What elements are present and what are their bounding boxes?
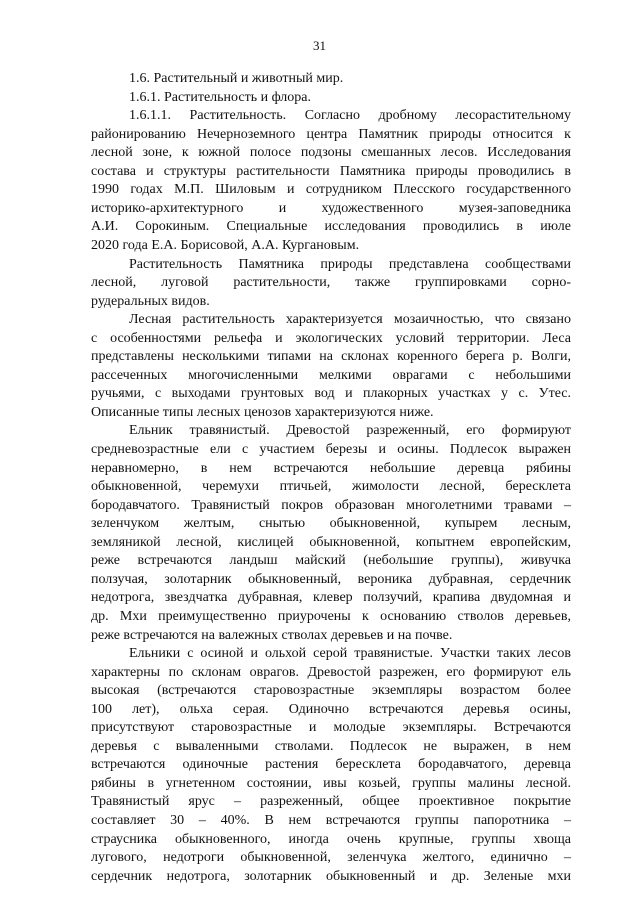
text-line: Ельники с осиной и ольхой серой травянистые. Участки таких лесов [129,646,571,662]
text-line: деревья с вываленными стволами. Подлесок не выражен, в нем [91,738,571,754]
text-line: 1.6. Растительный и животный мир. [129,71,344,86]
text-line: представлены несколькими типами на склонах коренного берега р. Волги, [91,349,571,365]
text-line: с особенностями рельефа и экологических условий территории. Леса [91,330,571,346]
text-line: высокая (встречаются старовозрастные экземпляры возрастом более [91,683,571,699]
text-line: Ельник травянистый. Древостой разреженный, его формируют [129,423,571,439]
text-line: сердечник недотрога, золотарник обыкновенный и др. Зеленые мхи [91,868,571,884]
text-line: Растительность Памятника природы представлена сообществами [129,256,571,272]
text-line: лугового, недотроги обыкновенной, зеленчука желтого, единично – [91,850,571,866]
text-line: 2020 года Е.А. Борисовой, А.А. Кургановым. [91,237,360,253]
text-line: 1.6.1. Растительность и флора. [129,89,311,105]
text-line: неравномерно, в нем встречаются небольшие деревца рябины [91,460,571,476]
text-line: страусника обыкновенного, иногда очень крупные, группы хвоща [91,831,571,847]
text-line: средневозрастные ели с участием березы и осины. Подлесок выражен [91,442,571,457]
text-line: встречаются одиночные растения бересклета бородавчатого, деревца [91,757,571,773]
text-line: ручьями, с выходами грунтовых вод и плакорных участках у с. Утес. [91,386,571,402]
text-line: 1.6.1.1. Растительность. Согласно дробному лесорастительному [129,108,571,124]
text-line: рябины в угнетенном состоянии, ивы козьей, группы малины лесной. [91,775,571,791]
text-line: Описанные типы лесных ценозов характеризуются ниже. [91,404,434,420]
text-line: районированию Нечерноземного центра Памятник природы относится к [91,126,571,142]
text-line: реже встречаются ландыш майский (небольшие группы), живучка [91,553,571,569]
text-line: земляникой лесной, кислицей обыкновенной, копытнем европейским, [91,534,571,550]
text-line: зеленчуком желтым, снытью обыкновенной, купырем лесным, [91,516,571,532]
text-line: состава и структуры растительности Памятника природы проводились в [91,163,571,179]
text-line: присутствуют старовозрастные и молодые экземпляры. Встречаются [91,720,571,736]
text-line: лесной, луговой растительности, также группировками сорно- [91,275,571,291]
text-line: обыкновенной, черемухи птичьей, жимолости лесной, бересклета [91,479,571,495]
text-line: 1990 годах М.П. Шиловым и сотрудником Плесского государственного [91,182,571,198]
text-line: Травянистый ярус – разреженный, общее проективное покрытие [91,794,571,810]
text-line: лесной зоне, к южной полосе подзоны смешанных лесов. Исследования [91,145,571,161]
text-line: 100 лет), ольха серая. Одиночно встречаются деревья осины, [91,701,571,717]
text-line: бородавчатого. Травянистый покров образован многолетними травами – [91,497,571,513]
text-line: недотрога, звездчатка дубравная, клевер ползучий, крапива двудомная и [91,590,571,606]
page-number: 31 [313,38,326,53]
text-line: ползучая, золотарник обыкновенный, вероника дубравная, сердечник [91,571,571,587]
text-line: реже встречаются на валежных стволах деревьев и на почве. [91,627,453,643]
text-line: рассеченных многочисленными мелкими оврагами с небольшими [91,367,571,383]
text-line: др. Мхи преимущественно приурочены к основанию стволов деревьев, [91,608,571,624]
text-line: составляет 30 – 40%. В нем встречаются группы папоротника – [91,813,571,828]
text-line: Лесная растительность характеризуется мозаичностью, что связано [129,312,571,328]
text-line: историко-архитектурного и художественного музея-заповедника [91,200,571,216]
text-line: А.И. Сорокиным. Специальные исследования проводились в июле [91,219,571,235]
text-line: характерны по склонам оврагов. Древостой разрежен, его формируют ель [91,664,571,680]
text-line: рудеральных видов. [91,293,210,309]
